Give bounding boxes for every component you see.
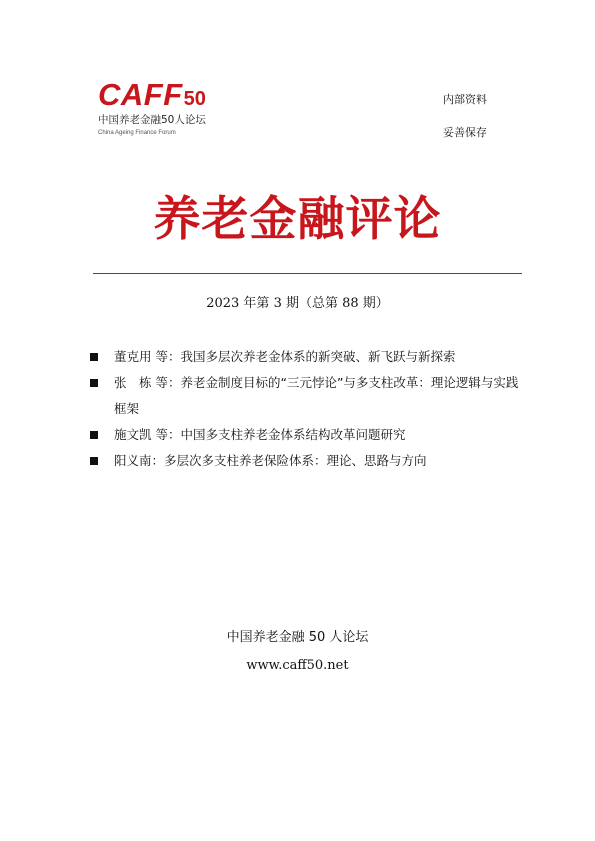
title-divider	[93, 273, 522, 274]
toc-item-text: 张 栋 等：养老金制度目标的“三元悖论”与多支柱改革：理论逻辑与实践框架	[114, 375, 519, 416]
website-link[interactable]: www.caff50.net	[246, 658, 349, 673]
square-bullet-icon	[90, 457, 98, 465]
toc-item	[90, 422, 520, 448]
square-bullet-icon	[90, 431, 98, 439]
logo-mark	[98, 77, 258, 112]
internal-material-note: 内部资料	[443, 93, 487, 106]
square-bullet-icon	[90, 379, 98, 387]
logo-number: 50	[183, 88, 206, 110]
toc-item	[90, 448, 520, 474]
keep-safe-note: 妥善保存	[443, 126, 487, 139]
issue-number: 2023 年第 3 期（总第 88 期）	[206, 296, 389, 311]
forum-logo	[98, 77, 258, 137]
logo-caff-text: CAFF	[98, 77, 183, 112]
journal-title: 养老金融评论	[153, 192, 442, 247]
table-of-contents	[90, 344, 520, 474]
square-bullet-icon	[90, 353, 98, 361]
toc-item	[90, 370, 520, 422]
toc-item	[90, 344, 520, 370]
logo-chinese-name: 中国养老金融50人论坛	[98, 114, 206, 126]
toc-item-text: 施文凯 等：中国多支柱养老金体系结构改革问题研究	[114, 427, 406, 442]
logo-english-name: China Ageing Finance Forum	[98, 130, 176, 136]
toc-item-text: 阳义南：多层次多支柱养老保险体系：理论、思路与方向	[114, 453, 427, 468]
forum-name: 中国养老金融 50 人论坛	[226, 630, 369, 645]
toc-item-text: 董克用 等：我国多层次养老金体系的新突破、新飞跃与新探索	[114, 349, 456, 364]
